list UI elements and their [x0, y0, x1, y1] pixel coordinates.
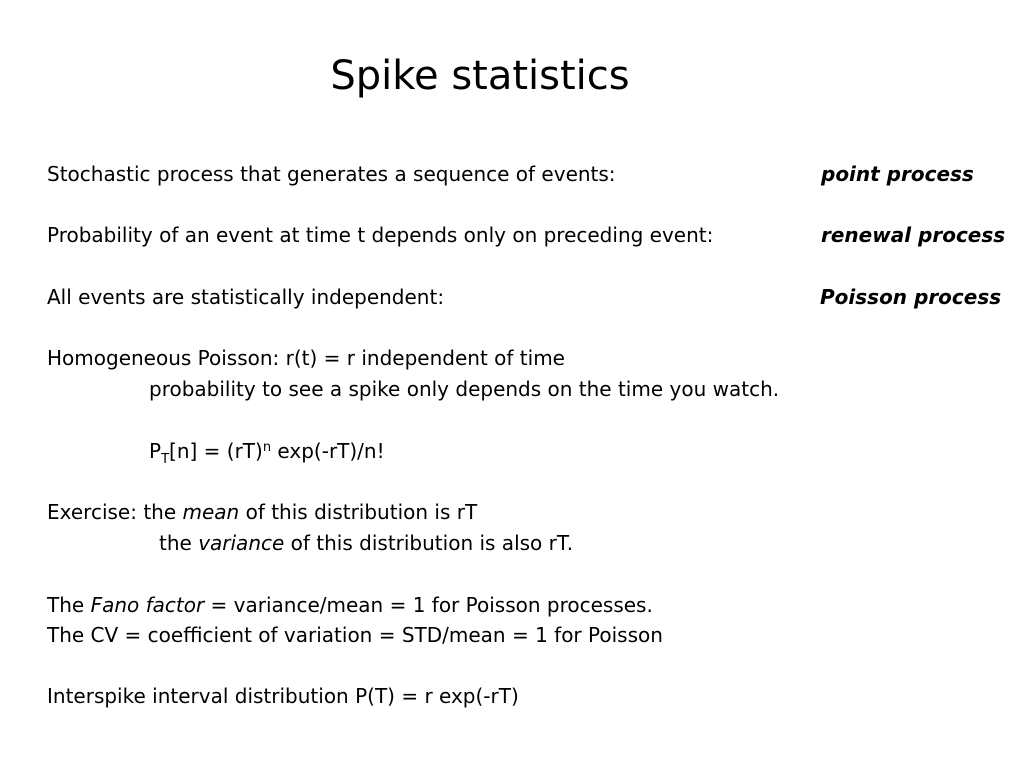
- exercise-mean-pre: Exercise: the: [47, 500, 183, 524]
- exercise-variance-pre: the: [159, 531, 199, 555]
- point-process-definition: Stochastic process that generates a sequence of events:: [47, 162, 616, 186]
- point-process-term: point process: [821, 162, 974, 186]
- homogeneous-poisson-line: Homogeneous Poisson: r(t) = r independent of time: [47, 346, 565, 370]
- exercise-mean-post: of this distribution is rT: [239, 500, 478, 524]
- poisson-process-term: Poisson process: [820, 285, 1002, 309]
- poisson-process-definition: All events are statistically independent:: [47, 285, 445, 309]
- slide-title: Spike statistics: [330, 53, 630, 99]
- renewal-process-definition: Probability of an event at time t depends only on preceding event:: [47, 223, 714, 247]
- exercise-variance-em: variance: [198, 531, 285, 555]
- formula-superscript: n: [262, 440, 272, 455]
- fano-factor-line: [47, 592, 653, 618]
- formula-end: exp(-rT)/n!: [271, 439, 385, 463]
- exercise-variance-post: of this distribution is also rT.: [284, 531, 574, 555]
- exercise-mean-line: [47, 499, 477, 525]
- cv-line: The CV = coefficient of variation = STD/mean = 1 for Poisson: [47, 623, 663, 647]
- exercise-mean-em: mean: [182, 500, 240, 524]
- fano-factor-post: = variance/mean = 1 for Poisson processes.: [204, 593, 653, 617]
- spike-probability-line: probability to see a spike only depends on the time you watch.: [149, 377, 780, 401]
- formula-subscript: T: [161, 452, 170, 467]
- fano-factor-em: Fano factor: [90, 593, 205, 617]
- exercise-variance-line: [159, 530, 573, 556]
- poisson-formula: [149, 438, 385, 467]
- formula-p: P: [149, 439, 162, 463]
- isi-distribution-line: Interspike interval distribution P(T) = r exp(-rT): [47, 684, 519, 708]
- renewal-process-term: renewal process: [821, 223, 1006, 247]
- fano-factor-pre: The: [47, 593, 91, 617]
- formula-mid: [n] = (rT): [169, 439, 263, 463]
